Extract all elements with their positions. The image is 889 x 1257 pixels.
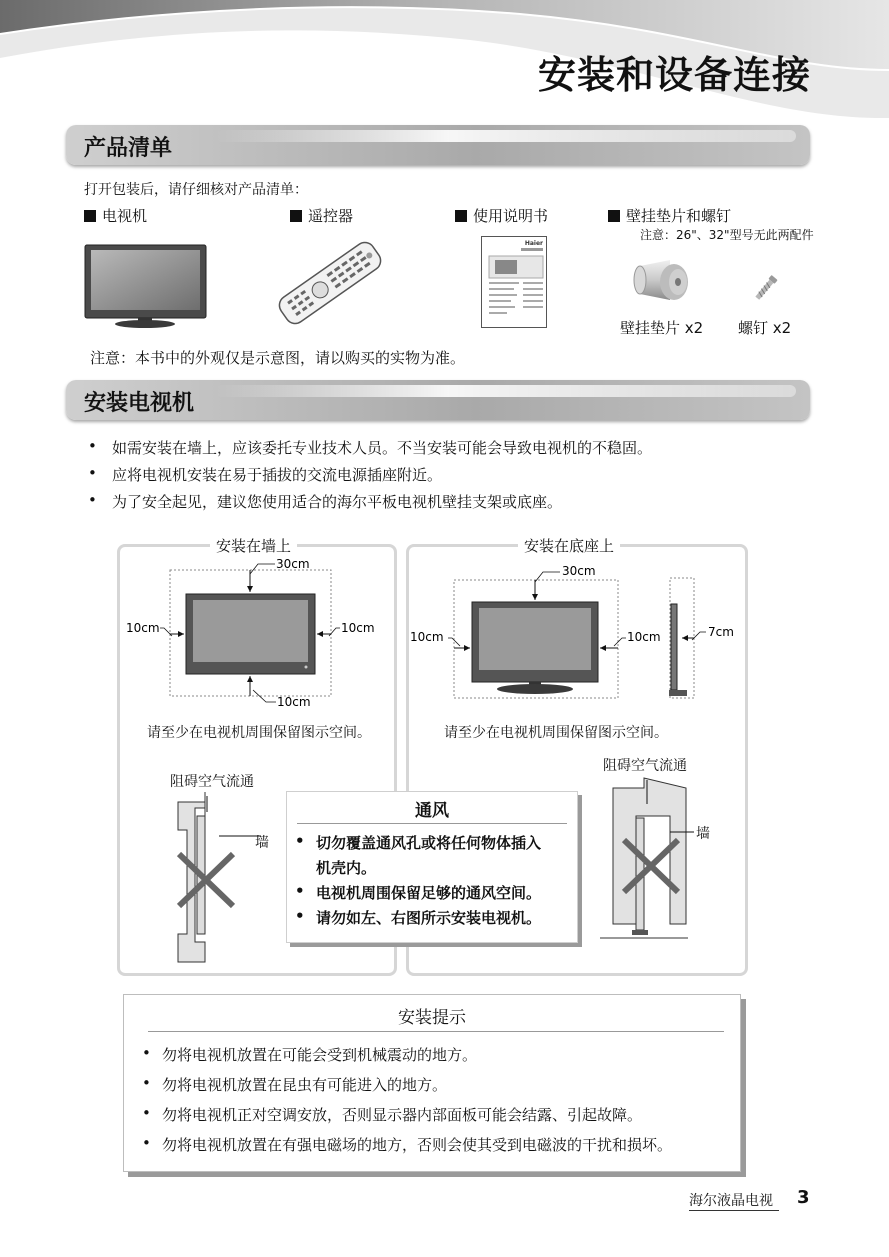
install-bullet-text: 如需安装在墙上，应该委托专业技术人员。不当安装可能会导致电视机的不稳固。 [112,439,653,457]
manual-illustration [481,236,547,328]
wall-top-label: 30cm [276,557,310,571]
tip-item: • [142,1074,151,1092]
install-bullet-text: 为了安全起见，建议您使用适合的海尔平板电视机壁挂支架或底座。 [112,493,563,511]
tip-item: • [142,1044,151,1062]
stand-right-label: 10cm [627,630,661,644]
wall-kit-note: 注意：26"、32"型号无此两配件 [640,228,814,242]
wall-bad-example [165,792,285,964]
item-wall-kit [608,205,731,226]
wall-label-right: 墙 [696,826,710,842]
install-tips-box [123,994,741,1172]
wall-clearance-diagram [120,552,390,716]
stand-clearance-diagram [408,556,740,712]
ventilation-title: 通风 [415,801,449,821]
stand-left-label: 10cm [410,630,444,644]
wall-left-label: 10cm [126,621,160,635]
stand-bad-example [598,776,728,944]
stand-obstruct-label: 阻碍空气流通 [603,758,687,774]
manual-brand: Haier [524,240,543,247]
spacer-caption: 壁挂垫片 x2 [620,319,704,337]
ventilation-item-text: 请勿如左、右图所示安装电视机。 [316,909,542,927]
stand-top-label: 30cm [562,564,596,578]
tip-item: • [142,1104,151,1122]
wall-bottom-label: 10cm [277,695,311,709]
item-tv [84,205,147,226]
stand-caption: 请至少在电视机周围保留图示空间。 [444,725,668,741]
remote-illustration [278,236,382,330]
install-bullet: • 如需安装在墙上，应该委托专业技术人员。不当安装可能会导致电视机的不稳固。 [88,437,653,457]
footer-brand: 海尔液晶电视 [689,1193,773,1209]
product-list-intro: 打开包装后，请仔细核对产品清单： [84,182,308,198]
ventilation-item-text: 机壳内。 [316,859,377,877]
item-wall-kit-label: 壁挂垫片和螺钉 [626,207,732,225]
spacer-illustration [632,256,692,306]
item-remote-label: 遥控器 [308,207,354,225]
wall-obstruct-label: 阻碍空气流通 [170,774,254,790]
install-bullet-text: 应将电视机安装在易于插拔的交流电源插座附近。 [112,466,443,484]
tip-item-text: 勿将电视机放置在有强电磁场的地方，否则会使其受到电磁波的干扰和损坏。 [162,1136,673,1154]
section-title: 安装电视机 [84,391,195,416]
section-header-install [66,380,810,420]
item-tv-label: 电视机 [102,207,148,225]
install-bullet: • 为了安全起见，建议您使用适合的海尔平板电视机壁挂支架或底座。 [88,491,563,511]
wall-label-left: 墙 [255,835,269,851]
tip-item-text: 勿将电视机放置在昆虫有可能进入的地方。 [162,1076,448,1094]
tips-title: 安装提示 [398,1008,466,1028]
wall-panel-title: 安装在墙上 [210,535,297,556]
appearance-note: 注意：本书中的外观仅是示意图，请以购买的实物为准。 [90,349,466,367]
wall-caption: 请至少在电视机周围保留图示空间。 [147,725,371,741]
ventilation-box [286,791,578,943]
install-bullet: • 应将电视机安装在易于插拔的交流电源插座附近。 [88,464,443,484]
section-header-product-list [66,125,810,165]
item-remote [290,205,353,226]
tip-item: • [142,1134,151,1152]
ventilation-item: • [295,832,305,850]
ventilation-item: • [295,907,305,925]
screw-caption: 螺钉 x2 [738,319,792,337]
stand-back-label: 7cm [708,625,734,639]
tip-item-text: 勿将电视机放置在可能会受到机械震动的地方。 [162,1046,478,1064]
ventilation-item: • [295,882,305,900]
ventilation-item-text: 切勿覆盖通风孔或将任何物体插入 [316,834,542,852]
ventilation-item-text: 电视机周围保留足够的通风空间。 [316,884,542,902]
item-manual-label: 使用说明书 [473,207,549,225]
wall-right-label: 10cm [341,621,375,635]
page-title: 安装和设备连接 [537,53,811,97]
tv-illustration [84,244,208,330]
screw-illustration [748,272,782,306]
section-title: 产品清单 [84,136,173,161]
tip-item-text: 勿将电视机正对空调安放，否则显示器内部面板可能会结露、引起故障。 [162,1106,643,1124]
page-number: 3 [797,1187,810,1208]
footer-rule [689,1210,779,1211]
item-manual [455,205,548,226]
stand-panel-title: 安装在底座上 [518,535,620,556]
